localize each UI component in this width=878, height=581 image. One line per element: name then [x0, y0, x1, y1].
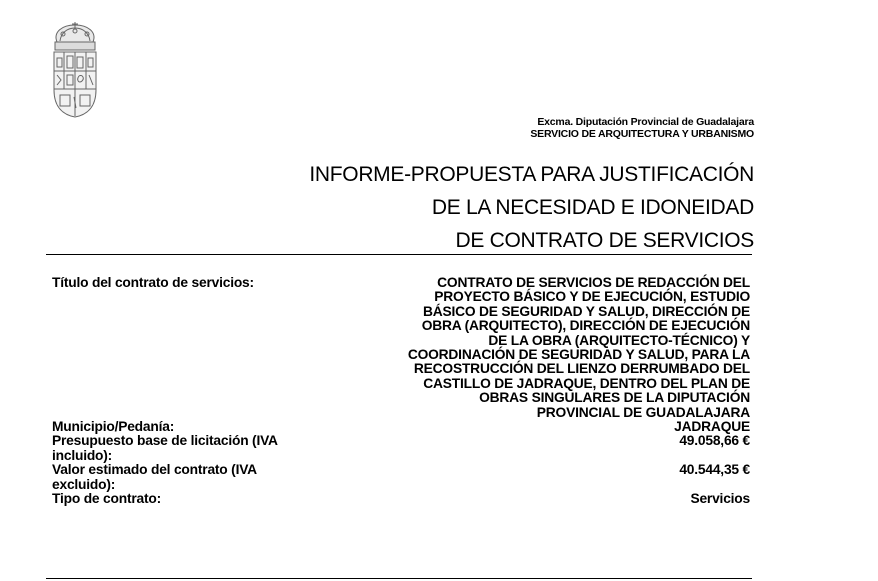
estimated-value-row — [52, 463, 750, 492]
department-name: SERVICIO DE ARQUITECTURA Y URBANISMO — [530, 128, 754, 140]
contract-details — [52, 276, 750, 507]
municipality-row — [52, 420, 750, 434]
contract-type-value: Servicios — [690, 491, 750, 507]
document-title-line-1: INFORME-PROPUESTA PARA JUSTIFICACIÓN — [309, 163, 754, 186]
contract-type-row — [52, 492, 750, 506]
coat-of-arms-icon — [46, 20, 104, 120]
bottom-divider — [46, 578, 752, 579]
title-divider — [46, 254, 752, 255]
contract-title-value: CONTRATO DE SERVICIOS DE REDACCIÓN DEL PROYECTO BÁSICO Y DE EJECUCIÓN, ESTUDIO BÁSICO DE SEGURIDAD Y SALUD, DIRECCIÓN DE OBRA (ARQUITECTO), DIRECCIÓN DE EJECUCIÓN DE LA OBRA (ARQUITECTO-TÉCNICO) Y COORDINACIÓN DE SEGURIDAD Y SALUD, PARA LA RECOSTRUCCIÓN DEL LIENZO DERRUMBADO DEL CASTILLO DE JADRAQUE, DENTRO DEL PLAN DE OBRAS SINGULARES DE LA DIPUTACIÓN PROVINCIAL DE GUADALAJARA — [407, 275, 750, 420]
document-title — [309, 158, 754, 257]
budget-label: Presupuesto base de licitación (IVA incluido): — [52, 433, 278, 463]
contract-title-label: Título del contrato de servicios: — [52, 275, 254, 290]
budget-row — [52, 434, 750, 463]
contract-title-row — [52, 276, 750, 420]
contract-type-label: Tipo de contrato: — [52, 491, 162, 507]
municipality-label: Municipio/Pedanía: — [52, 419, 175, 435]
estimated-value-label: Valor estimado del contrato (IVA excluido): — [52, 462, 257, 492]
estimated-value: 40.544,35 € — [679, 462, 750, 478]
organization-name: Excma. Diputación Provincial de Guadalajara — [537, 116, 754, 128]
document-title-line-3: DE CONTRATO DE SERVICIOS — [455, 229, 754, 252]
municipality-value: JADRAQUE — [674, 419, 750, 435]
document-title-line-2: DE LA NECESIDAD E IDONEIDAD — [431, 196, 754, 219]
budget-value: 49.058,66 € — [679, 433, 750, 449]
issuing-organization — [530, 116, 754, 140]
